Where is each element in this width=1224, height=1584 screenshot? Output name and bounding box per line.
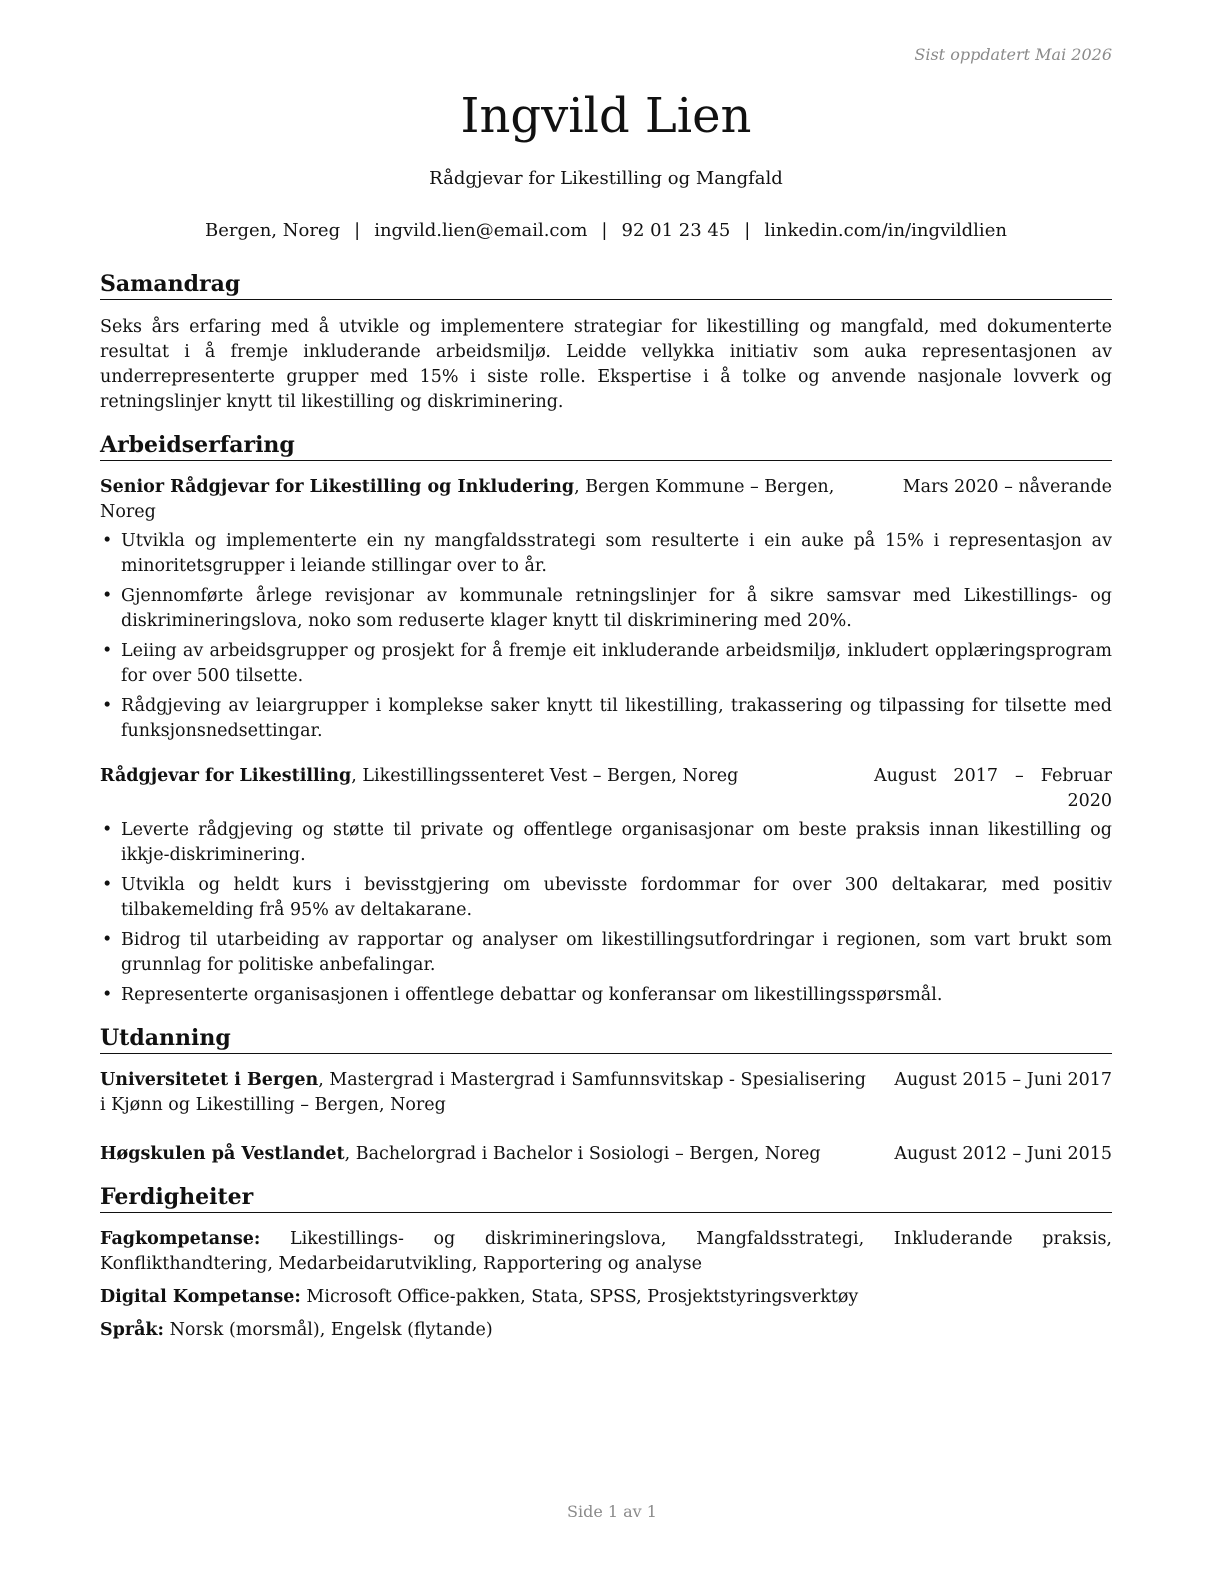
job-entry	[100, 475, 1112, 744]
education-school: Høgskulen på Vestlandet	[100, 1144, 345, 1164]
contact-linkedin[interactable]: linkedin.com/in/ingvildlien	[764, 220, 1007, 241]
resume-page	[100, 0, 1112, 1584]
education-school: Universitetet i Bergen	[100, 1070, 319, 1090]
education-title-line	[100, 1068, 894, 1118]
job-dates: August 2017 – Februar 2020	[874, 766, 1112, 811]
summary-heading: Samandrag	[100, 270, 1112, 300]
page-number: Side 1 av 1	[567, 1502, 657, 1521]
contact-location: Bergen, Noreg	[205, 220, 341, 241]
education-header	[100, 1068, 1112, 1118]
skills-value: Microsoft Office-pakken, Stata, SPSS, Prosjektstyringsverktøy	[300, 1287, 859, 1307]
job-bullet: • Bidrog til utarbeiding av rapportar og analyser om likestillingsutfordringar i regionen, som vart brukt som grunnlag for politiske anbefalingar.	[100, 928, 1112, 978]
summary-text: Seks års erfaring med å utvikle og implementere strategiar for likestilling og mangfald, med dokumenterte resultat i å fremje inkluderande arbeidsmiljø. Leidde vellykka initiativ som auka representasjonen av underrepresenterte grupper med 15% i siste rolle. Ekspertise i å tolke og anvende nasjonale lovverk og retningslinjer knytt til likestilling og diskriminering.	[100, 317, 1112, 412]
job-header	[100, 764, 1112, 814]
education-dates: August 2012 – Juni 2015	[894, 1144, 1112, 1164]
job-bullet: • Leverte rådgjeving og støtte til private og offentlege organisasjonar om beste praksis innan likestilling og ikkje-diskriminering.	[100, 818, 1112, 868]
job-title-line	[100, 475, 903, 525]
job-org: , Bergen Kommune – Bergen, Noreg	[100, 477, 835, 522]
contact-email[interactable]: ingvild.lien@email.com	[374, 220, 588, 241]
skills-heading: Ferdigheiter	[100, 1183, 1112, 1213]
contact-phone: 92 01 23 45	[621, 220, 731, 241]
job-header	[100, 475, 1112, 525]
last-updated: Sist oppdatert Mai 2026	[914, 45, 1112, 64]
job-role: Rådgjevar for Likestilling	[100, 766, 352, 786]
education-title-line	[100, 1142, 894, 1167]
candidate-name: Ingvild Lien	[460, 88, 752, 144]
education-heading: Utdanning	[100, 1024, 1112, 1054]
resume-content	[100, 270, 1112, 1359]
education-entry	[100, 1068, 1112, 1118]
skills-row	[100, 1285, 1112, 1310]
skills-value: Likestillings- og diskrimineringslova, Mangfaldsstrategi, Inkluderande praksis, Konflikthandtering, Medarbeidarutvikling, Rapportering og analyse	[100, 1229, 1112, 1274]
education-detail: , Mastergrad i Mastergrad i Samfunnsvitskap - Spesialisering i Kjønn og Likestilling – Bergen, Noreg	[100, 1070, 866, 1115]
job-bullets	[100, 529, 1112, 744]
education-section	[100, 1024, 1112, 1167]
job-bullet: • Rådgjeving av leiargrupper i komplekse saker knytt til likestilling, trakassering og tilpassing for tilsette med funksjonsnedsettingar.	[100, 694, 1112, 744]
skills-section	[100, 1183, 1112, 1343]
contact-separator: |	[744, 220, 751, 241]
job-entry	[100, 764, 1112, 1008]
job-org: , Likestillingssenteret Vest – Bergen, Noreg	[351, 766, 739, 786]
experience-section	[100, 431, 1112, 1008]
skills-label: Fagkompetanse:	[100, 1229, 261, 1249]
summary-section	[100, 270, 1112, 415]
candidate-title: Rådgjevar for Likestilling og Mangfald	[429, 168, 783, 189]
education-header	[100, 1142, 1112, 1167]
skills-row	[100, 1227, 1112, 1277]
skills-value: Norsk (morsmål), Engelsk (flytande)	[164, 1320, 493, 1340]
education-dates: August 2015 – Juni 2017	[894, 1070, 1112, 1090]
job-dates: Mars 2020 – nåverande	[902, 477, 1112, 497]
skills-row	[100, 1318, 1112, 1343]
job-bullet: • Utvikla og implementerte ein ny mangfaldsstrategi som resulterte i ein auke på 15% i representasjon av minoritetsgrupper i leiande stillingar over to år.	[100, 529, 1112, 579]
contact-separator: |	[601, 220, 608, 241]
job-bullet: • Representerte organisasjonen i offentlege debattar og konferansar om likestillingsspørsmål.	[100, 983, 1112, 1008]
job-bullet: • Gjennomførte årlege revisjonar av kommunale retningslinjer for å sikre samsvar med Likestillings- og diskrimineringslova, noko som reduserte klager knytt til diskriminering med 20%.	[100, 584, 1112, 634]
experience-heading: Arbeidserfaring	[100, 431, 1112, 461]
job-title-line	[100, 764, 874, 789]
job-role: Senior Rådgjevar for Likestilling og Inkludering	[100, 477, 575, 497]
education-entry	[100, 1142, 1112, 1167]
education-detail: , Bachelorgrad i Bachelor i Sosiologi – Bergen, Noreg	[344, 1144, 821, 1164]
job-bullet: • Utvikla og heldt kurs i bevisstgjering om ubevisste fordommar for over 300 deltakarar, med positiv tilbakemelding frå 95% av deltakarane.	[100, 873, 1112, 923]
contact-line	[100, 219, 1112, 243]
job-bullet: • Leiing av arbeidsgrupper og prosjekt for å fremje eit inkluderande arbeidsmiljø, inkludert opplæringsprogram for over 500 tilsette.	[100, 639, 1112, 689]
skills-label: Digital Kompetanse:	[100, 1287, 301, 1307]
contact-separator: |	[354, 220, 361, 241]
job-bullets	[100, 818, 1112, 1008]
skills-label: Språk:	[100, 1320, 165, 1340]
